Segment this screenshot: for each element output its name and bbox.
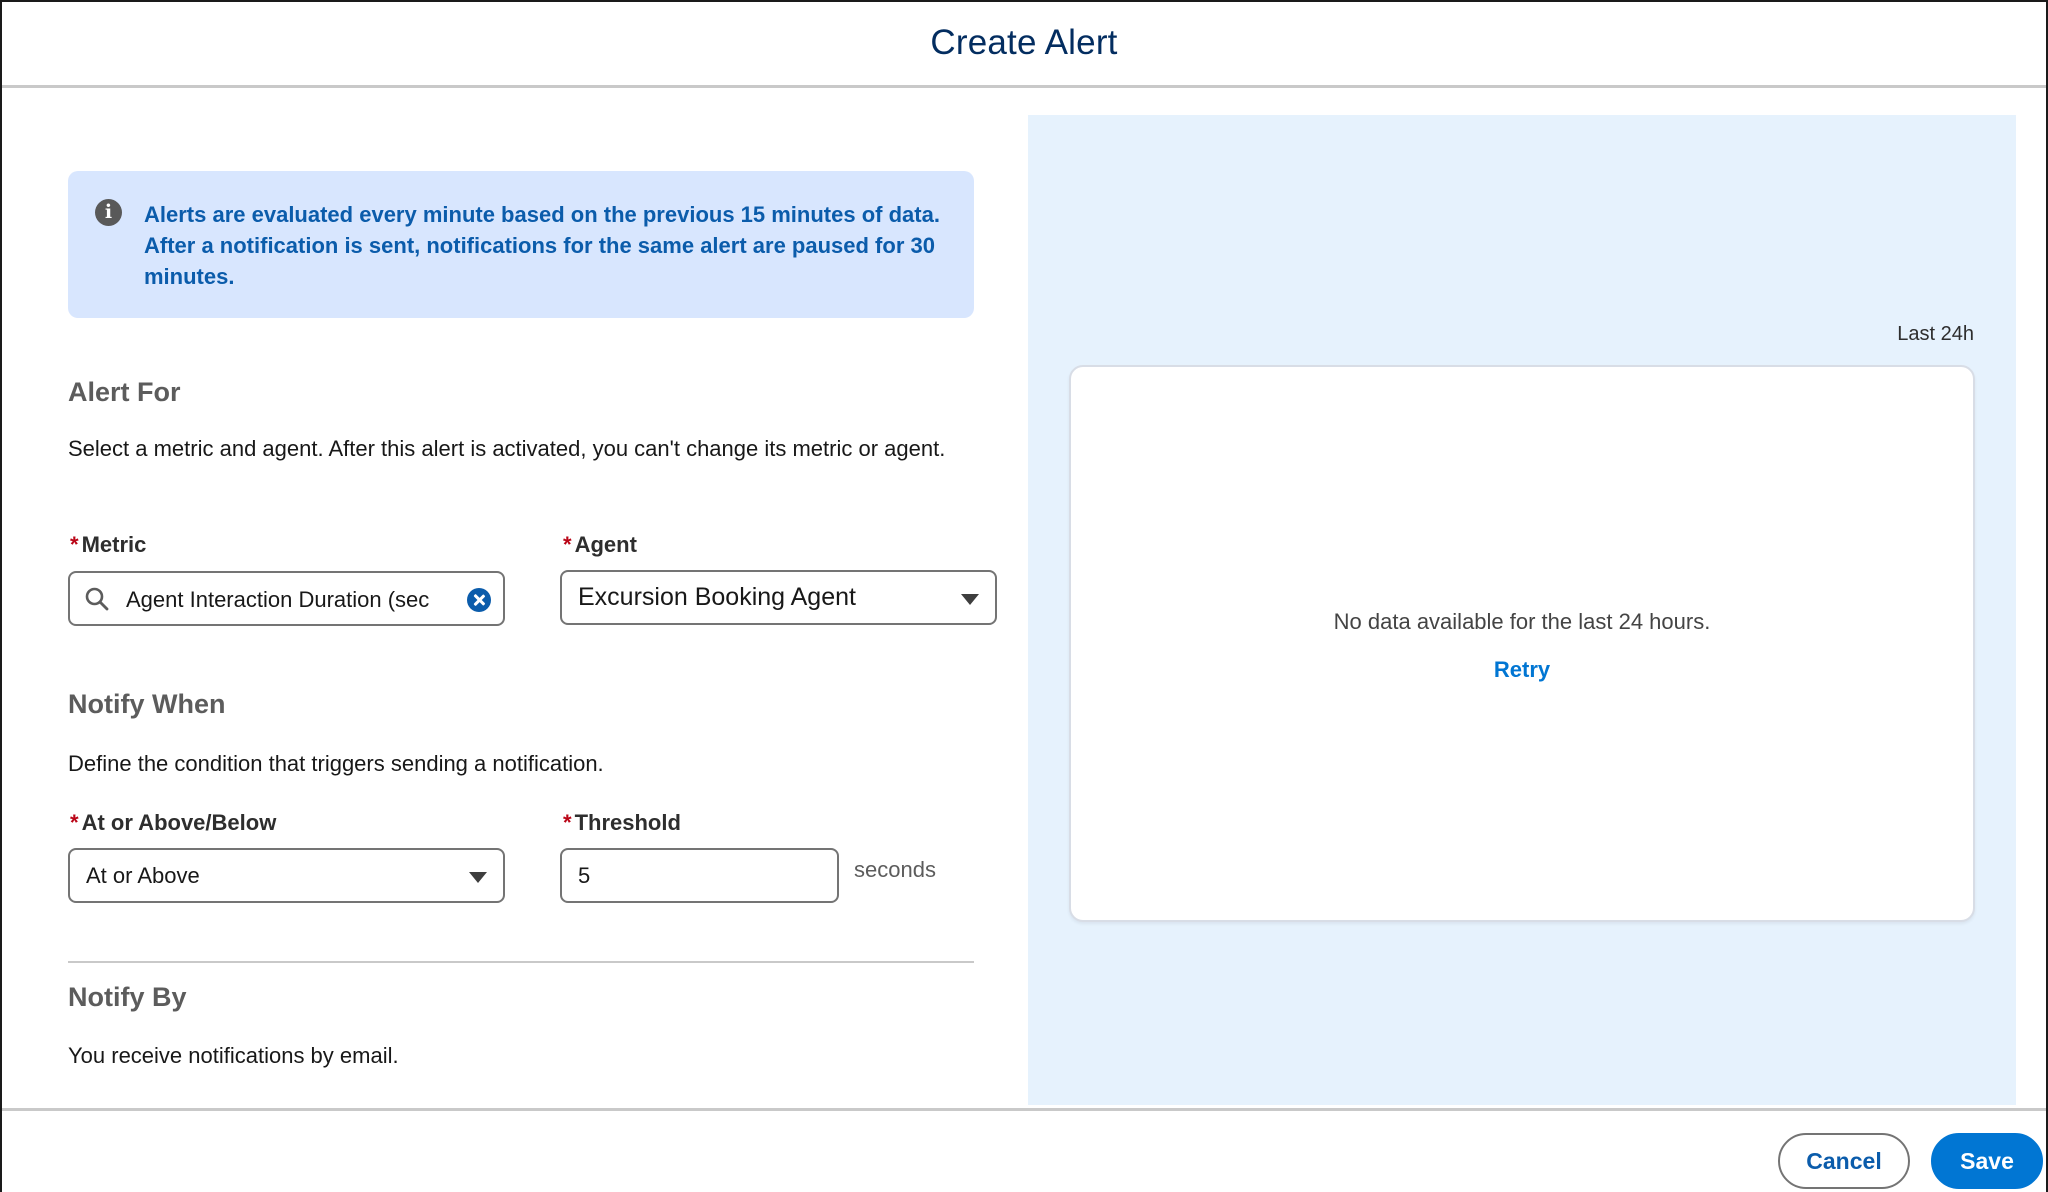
- required-mark: *: [563, 532, 572, 557]
- comparison-value: At or Above: [86, 863, 200, 888]
- metric-label-text: Metric: [81, 532, 147, 557]
- comparison-select[interactable]: [68, 848, 505, 903]
- metric-search-input[interactable]: [68, 571, 505, 626]
- clear-icon[interactable]: [467, 588, 491, 612]
- metric-value: Agent Interaction Duration (sec: [126, 587, 430, 612]
- metric-label: [70, 532, 146, 558]
- chart-preview-card: [1069, 365, 1975, 922]
- save-button[interactable]: Save: [1931, 1133, 2043, 1189]
- notify-when-title: Notify When: [68, 689, 226, 719]
- modal-header: [2, 2, 2046, 88]
- required-mark: *: [70, 532, 79, 557]
- threshold-label: [563, 810, 681, 836]
- time-range-label: Last 24h: [1897, 323, 1974, 345]
- cancel-button[interactable]: Cancel: [1778, 1133, 1910, 1189]
- agent-label: [563, 532, 637, 558]
- empty-state-message: No data available for the last 24 hours.: [1333, 609, 1711, 634]
- notify-by-description: You receive notifications by email.: [68, 1043, 399, 1068]
- alert-for-description: Select a metric and agent. After this alert is activated, you can't change its metric or agent.: [68, 436, 946, 461]
- agent-select[interactable]: [560, 570, 997, 625]
- threshold-input[interactable]: [560, 848, 839, 903]
- modal-footer: [2, 1108, 2046, 1192]
- chevron-down-icon: [469, 872, 487, 883]
- notify-by-title: Notify By: [68, 982, 187, 1012]
- alert-for-title: Alert For: [68, 377, 181, 407]
- agent-label-text: Agent: [574, 532, 637, 557]
- retry-link-label: Retry: [1493, 657, 1551, 682]
- required-mark: *: [70, 810, 79, 835]
- info-banner-text: Alerts are evaluated every minute based on the previous 15 minutes of data. After a notification is sent, notifications for the same alert are paused for 30 minutes.: [144, 202, 940, 289]
- comparison-label: [70, 810, 276, 836]
- notify-when-description: Define the condition that triggers sending a notification.: [68, 751, 604, 776]
- threshold-label-text: Threshold: [574, 810, 681, 835]
- required-mark: *: [563, 810, 572, 835]
- chevron-down-icon: [961, 594, 979, 605]
- search-icon: [84, 586, 110, 612]
- modal-title: Create Alert: [930, 22, 1118, 62]
- comparison-label-text: At or Above/Below: [81, 810, 277, 835]
- threshold-value: 5: [578, 863, 591, 888]
- agent-value: Excursion Booking Agent: [578, 583, 856, 611]
- info-icon: i: [95, 199, 122, 226]
- chart-preview-panel: [1028, 115, 2016, 1105]
- retry-link[interactable]: [1071, 657, 1973, 683]
- info-banner: [68, 171, 974, 318]
- section-divider: [68, 961, 974, 963]
- threshold-unit: seconds: [854, 857, 936, 882]
